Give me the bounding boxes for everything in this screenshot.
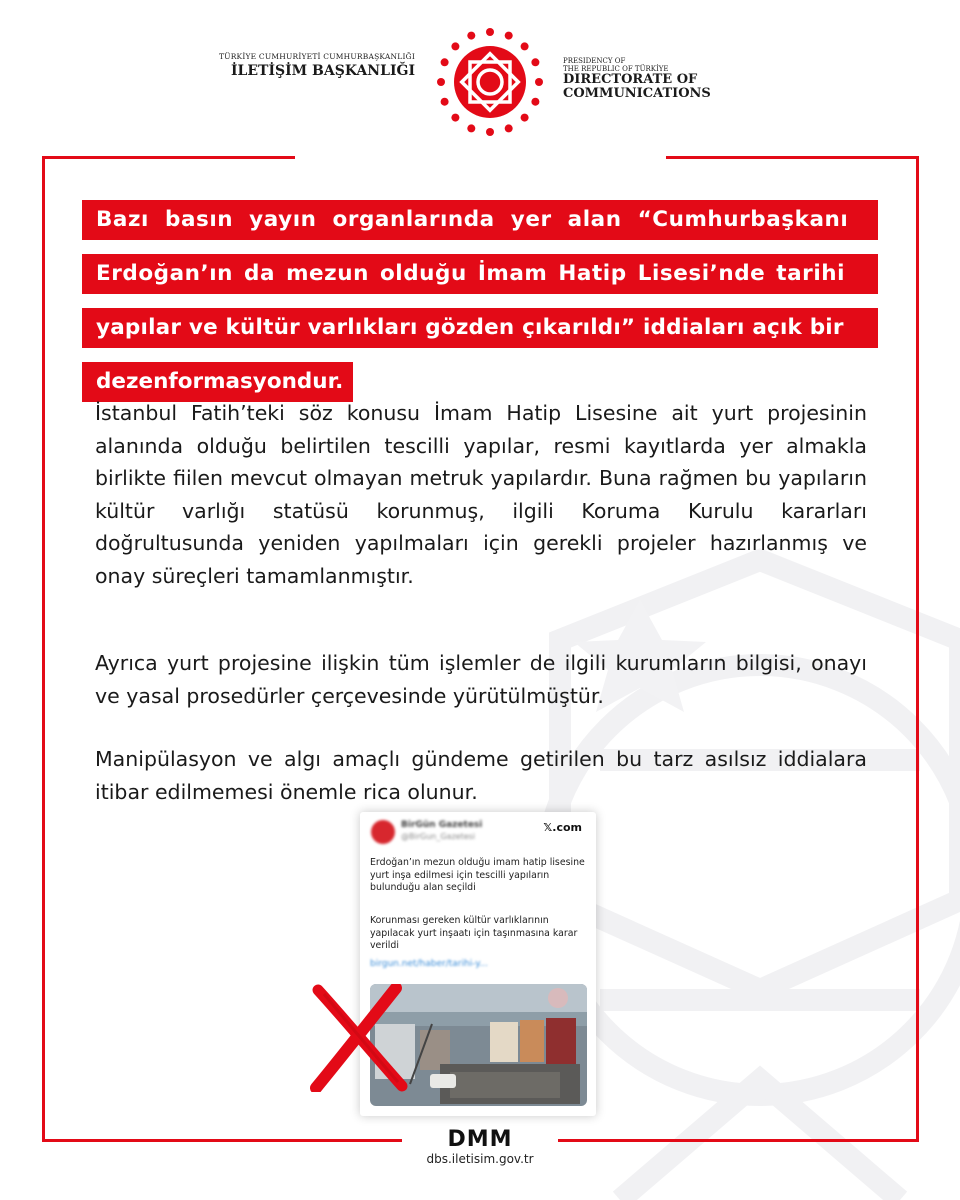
frame-top-left	[42, 156, 295, 159]
header-subtitle-en-2: THE REPUBLIC OF TÜRKİYE	[563, 65, 669, 73]
ministry-name-english	[563, 57, 711, 101]
header-title-en-1: DIRECTORATE OF	[563, 72, 698, 87]
frame-bottom-right	[558, 1139, 919, 1142]
tweet-text-2: Korunması gereken kültür varlıklarının yapılacak yurt inşaatı için taşınmasına karar verildi	[370, 915, 578, 951]
frame-bottom-left	[42, 1139, 402, 1142]
account-avatar	[371, 820, 395, 844]
headline-line-1: Bazı basın yayın organlarında yer alan “Cumhurbaşkanı	[82, 200, 878, 240]
account-handle: @BirGun_Gazetesi	[401, 832, 476, 841]
frame-right	[916, 156, 919, 1142]
presidency-emblem-icon	[430, 22, 550, 142]
headline	[82, 196, 878, 412]
dmm-logo	[428, 1126, 532, 1150]
platform-label: 𝕏.com	[543, 821, 582, 834]
false-claim-cross-icon	[310, 984, 408, 1092]
frame-top-right	[666, 156, 919, 159]
header-title-en-2: COMMUNICATIONS	[563, 86, 711, 101]
dmm-logo-text: DMM	[447, 1127, 513, 1150]
headline-line-3: yapılar ve kültür varlıkları gözden çıkarıldı” iddiaları açık bir	[82, 308, 878, 348]
header-title-tr: İLETİŞİM BAŞKANLIĞI	[230, 63, 415, 79]
header-subtitle-en-1: PRESIDENCY OF	[563, 57, 626, 65]
body-paragraph-3: Manipülasyon ve algı amaçlı gündeme getirilen bu tarz asılsız iddialara itibar edilmemesi önemle rica olunur.	[95, 747, 867, 804]
ministry-name-turkish	[219, 52, 415, 79]
headline-line-2: Erdoğan’ın da mezun olduğu İmam Hatip Lisesi’nde tarihi	[82, 254, 878, 294]
account-name: BirGün Gazetesi	[401, 820, 483, 830]
tweet-link: birgun.net/haber/tarihi-y...	[370, 959, 488, 969]
body-paragraph-1: İstanbul Fatih’teki söz konusu İmam Hatip Lisesine ait yurt projesinin alanında olduğu belirtilen tescilli yapılar, resmi kayıtlarda yer almakla birlikte fiilen mevcut olmayan metruk yapılardır. Buna rağmen bu yapıların kültür varlığı statüsü korunmuş, ilgili Koruma Kurulu kararları doğrultusunda yeniden yapılmaları için gerekli projeler hazırlanmış ve onay süreçleri tamamlanmıştır.	[95, 401, 867, 588]
tweet-text-1: Erdoğan’ın mezun olduğu imam hatip lisesine yurt inşa edilmesi için tescilli yapıların bulunduğu alan seçildi	[370, 857, 585, 893]
headline-line-4: dezenformasyondur.	[82, 362, 353, 402]
footer-url: dbs.iletisim.gov.tr	[426, 1152, 534, 1166]
header-subtitle-tr: TÜRKİYE CUMHURİYETİ CUMHURBAŞKANLIĞI	[218, 52, 415, 61]
body-paragraph-2: Ayrıca yurt projesine ilişkin tüm işlemler de ilgili kurumların bilgisi, onayı ve yasal prosedürler çerçevesinde yürütülmüştür.	[95, 651, 867, 708]
frame-left	[42, 156, 45, 1142]
